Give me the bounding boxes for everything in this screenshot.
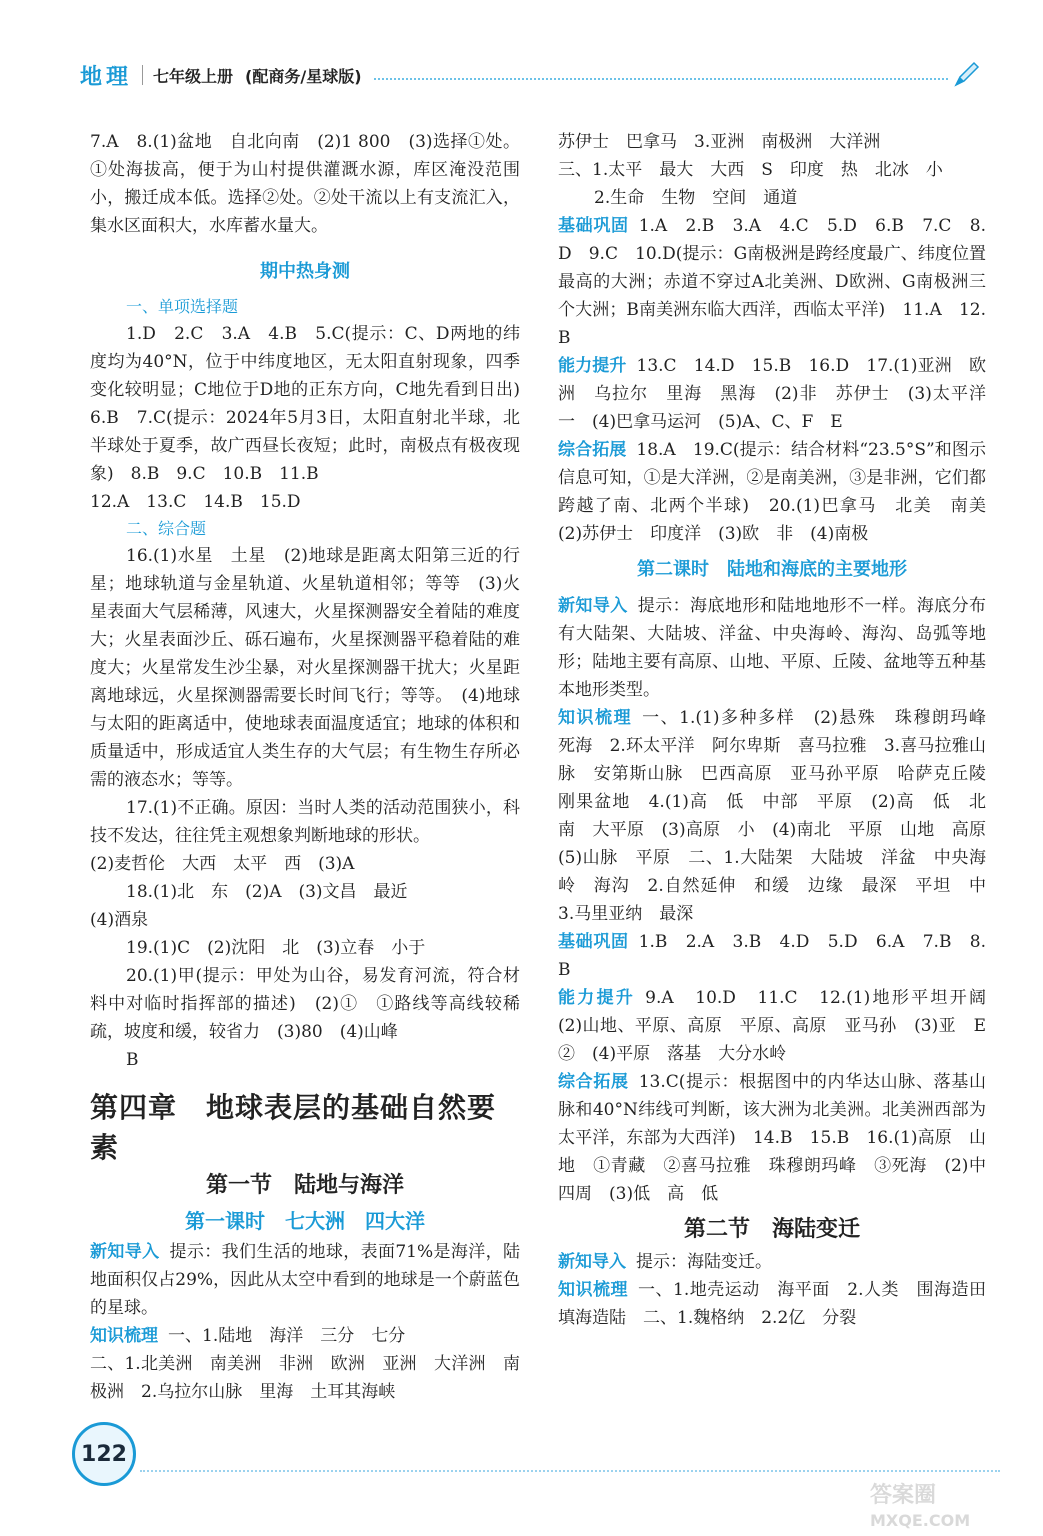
period-title-2: 第二课时 陆地和海底的主要地形 — [637, 559, 907, 580]
extension-answers-2: 13.C(提示：根据图中的内华达山脉、落基山脉和40°N纬线可判断，该大洲为北美洲。北美洲西部为太平洋，东部为大西洋) 14.B 15.B 16.(1)高原 山地 ①青藏 ②喜马拉雅 珠穆朗玛峰 ③死海 (2)中 四周 (3)低 高 低 — [558, 1072, 1003, 1204]
comprehensive-heading: 二、综合题 — [126, 519, 207, 538]
new-knowledge-text: 提示：海底地形和陆地地形不一样。海底分布有大陆架、大陆坡、洋盆、中央海岭、海沟、岛弧等地形；陆地主要有高原、山地、平原、丘陵、盆地等五种基本地形类型。 — [558, 596, 987, 700]
midterm-title: 期中热身测 — [260, 261, 350, 282]
q17-answer-cont: (2)麦哲伦 大西 太平 西 (3)A — [90, 854, 355, 874]
label-knowledge-review: 知识梳理 — [90, 1326, 158, 1346]
right-column — [558, 128, 1003, 1332]
answer-line: 苏伊士 巴拿马 3.亚洲 南极洲 大洋洲 — [558, 132, 881, 152]
label-new-knowledge: 新知导入 — [558, 1252, 626, 1272]
new-knowledge-text: 提示：我们生活的地球，表面71%是海洋，陆地面积仅占29%，因此从太空中看到的地球是一个蔚蓝色的星球。 — [90, 1242, 520, 1318]
basic-answers-2: 1.B 2.A 3.B 4.D 5.D 6.A 7.B 8.B — [558, 932, 986, 980]
q19-answer: 19.(1)C (2)沈阳 北 (3)立春 小于 — [126, 938, 426, 958]
new-knowledge-text-3: 提示：海陆变迁。 — [636, 1252, 772, 1272]
q20-answer-cont: B — [126, 1050, 139, 1070]
knowledge-text-3: 一、1.地壳运动 海平面 2.人类 围海造田 填海造陆 二、1.魏格纳 2.2亿 分裂 — [558, 1280, 1003, 1328]
multiple-choice-heading: 一、单项选择题 — [126, 297, 239, 316]
mc-answers-tail: 12.A 13.C 14.B 15.D — [90, 492, 301, 512]
label-knowledge-review: 知识梳理 — [558, 1280, 629, 1300]
label-extension: 综合拓展 — [558, 1072, 629, 1092]
q17-answer: 17.(1)不正确。原因：当时人类的活动范围狭小，科技不发达，往往凭主观想象判断地球的形状。 — [90, 798, 520, 846]
page-header — [80, 58, 980, 92]
header-divider — [142, 65, 143, 85]
svg-text:MXQE.COM: MXQE.COM — [870, 1511, 971, 1530]
label-basic: 基础巩固 — [558, 932, 629, 952]
header-dotted-line — [374, 78, 948, 80]
label-ability: 能力提升 — [558, 356, 627, 376]
pen-icon — [952, 61, 980, 89]
footer-dotted-line — [140, 1470, 1000, 1472]
knowledge-text: 一、1.(1)多种多样 (2)悬殊 珠穆朗玛峰 死海 2.环太平洋 阿尔卑斯 喜马拉雅 3.喜马拉雅山脉 安第斯山脉 巴西高原 亚马孙平原 哈萨克丘陵 刚果盆地 4.(1)高 低 中部 平原 (2)高 低 北 南 大平原 (3)高原 小 (4)南北 平原 山地 高原 (5)山脉 平原 二、1.大陆架 大陆坡 洋盆 中央海岭 海沟 2.自然延伸 和缓 边缘 最深 平坦 中 3.马里亚纳 最深 — [558, 708, 1003, 924]
period-title: 第一课时 七大洲 四大洋 — [185, 1209, 425, 1233]
label-knowledge-review: 知识梳理 — [558, 708, 633, 728]
section-title: 第一节 陆地与海洋 — [205, 1173, 404, 1198]
watermark-logo — [866, 1478, 1034, 1532]
label-basic: 基础巩固 — [558, 216, 629, 236]
section-title-2: 第二节 海陆变迁 — [683, 1217, 860, 1242]
answer-line: 三、1.太平 最大 大西 S 印度 热 北冰 小 — [558, 160, 943, 180]
label-ability: 能力提升 — [558, 988, 636, 1008]
basic-answers: 1.A 2.B 3.A 4.C 5.D 6.B 7.C 8.D 9.C 10.D(提示：G南极洲是跨经度最广、纬度位置最高的大洲；赤道不穿过A北美洲、D欧洲、G南极洲三个大洲；B南美洲东临大西洋，西临太平洋) 11.A 12.B — [558, 216, 986, 348]
svg-text:答案圈: 答案圈 — [870, 1483, 937, 1508]
answer-line: 2.生命 生物 空间 通道 — [594, 188, 798, 208]
extension-answers: 18.A 19.C(提示：结合材料“23.5°S”和图示信息可知，①是大洋洲，②是南美洲，③是非洲，它们都跨越了南、北两个半球) 20.(1)巴拿马 北美 南美 (2)苏伊士 印度洋 (3)欧 非 (4)南极 — [558, 440, 1003, 544]
label-new-knowledge: 新知导入 — [90, 1242, 160, 1262]
mc-answers: 1.D 2.C 3.A 4.B 5.C(提示：C、D两地的纬度均为40°N，位于中纬度地区，无太阳直射现象，四季变化较明显；C地位于D地的正东方向，C地先看到日出) 6.B 7.C(提示：2024年5月3日，太阳直射北半球，北半球处于夏季，故广西昼长夜短；此时，南极点有极夜现象) 8.B 9.C 10.B 11.B — [90, 324, 537, 484]
chapter-title: 第四章 地球表层的基础自然要素 — [90, 1091, 497, 1164]
knowledge-text-1: 一、1.陆地 海洋 三分 七分 — [168, 1326, 406, 1346]
q20-answer: 20.(1)甲(提示：甲处为山谷，易发育河流，符合材料中对临时指挥部的描述) (2)① ①路线等高线较稀疏，坡度和缓，较省力 (3)80 (4)山峰 — [90, 966, 520, 1042]
label-extension: 综合拓展 — [558, 440, 627, 460]
left-column — [90, 128, 537, 1406]
page-number: 122 — [72, 1422, 136, 1486]
q18-answer-cont: (4)酒泉 — [90, 910, 149, 930]
grade-label: 七年级上册 — [153, 66, 234, 86]
ability-answers: 13.C 14.D 15.B 16.D 17.(1)亚洲 欧洲 乌拉尔 里海 黑海 (2)非 苏伊士 (3)太平洋 一 (4)巴拿马运河 (5)A、C、F E — [558, 356, 1003, 432]
answer-paragraph: 7.A 8.(1)盆地 自北向南 (2)1 800 (3)选择①处。①处海拔高，便于为山村提供灌溉水源，库区淹没范围小，搬迁成本低。选择②处。②处干流以上有支流汇入，集水区面积大，水库蓄水量大。 — [90, 132, 520, 236]
ability-answers-2: 9.A 10.D 11.C 12.(1)地形平坦开阔 (2)山地、平原、高原 平原、高原 亚马孙 (3)亚 E ② (4)平原 落基 大分水岭 — [558, 988, 1003, 1064]
q16-answer: 16.(1)水星 土星 (2)地球是距离太阳第三近的行星；地球轨道与金星轨道、火星轨道相邻；等等 (3)火星表面大气层稀薄，风速大，火星探测器安全着陆的难度大；火星表面沙丘、砾石遍布，火星探测器平稳着陆的难度大；火星常发生沙尘暴，对火星探测器干扰大；火星距离地球远，火星探测器需要长时间飞行；等等。 (4)地球与太阳的距离适中，使地球表面温度适宜；地球的体积和质量适中，形成适宜人类生存的大气层；有生物生存所必需的液态水；等等。 — [90, 546, 520, 790]
label-new-knowledge: 新知导入 — [558, 596, 628, 616]
knowledge-text-2: 二、1.北美洲 南美洲 非洲 欧洲 亚洲 大洋洲 南极洲 2.乌拉尔山脉 里海 土耳其海峡 — [90, 1354, 520, 1402]
q18-answer: 18.(1)北 东 (2)A (3)文昌 最近 — [126, 882, 408, 902]
edition-label: (配商务/星球版) — [245, 66, 362, 86]
subject-title: 地理 — [80, 64, 133, 90]
